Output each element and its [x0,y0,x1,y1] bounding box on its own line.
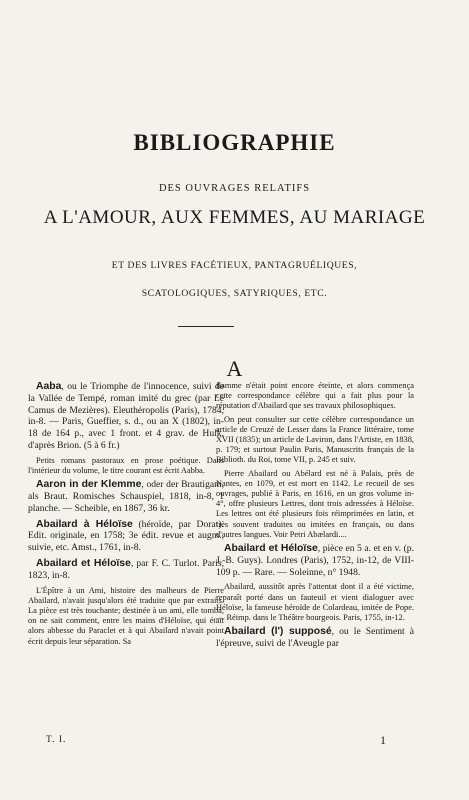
entry-aaron [28,479,224,514]
entry-abailard-heloise [28,519,224,554]
entry-body: , par F. C. Turlot. Paris, 1823, in-8. [28,557,224,581]
entry-body: , ou le Triomphe de l'innocence, suivi de la Vallée de Tempé, roman imité du grec (par Le Camus de Mezières). Eleuthéropolis (Paris), 1784, in-8. — Paris, Gueffier, s. d., ou an X (1802), in-18 de 164 p., avec 1 front. et 4 grav. de Hulk, d'après Brion. (5 à 6 fr.) [28,381,224,451]
subtitle-line-3: ET DES LIVRES FACÉTIEUX, PANTAGRUÉLIQUES, [111,260,358,271]
page-number: 1 [380,733,386,747]
subtitle-line-1: DES OUVRAGES RELATIFS [158,183,311,194]
entry-heading: Aaron in der Klemme [36,479,142,491]
entry-aaba [28,381,224,452]
entry-abailard-suppose [216,626,414,650]
entry-body: (héroïde, par Dorat). Edit. originale, en 1758; 3e édit. revue et augm., suivie, etc. Amst., 1761, in-8. [28,518,224,554]
entry-heading: Abailard à Héloïse [36,518,133,530]
subtitle-line-4: SCATOLOGIQUES, SATYRIQUES, ETC. [141,288,328,299]
section-letter: A [226,356,243,381]
note-paragraph: Pierre Abailard ou Abélard est né à Palais, près de Nantes, en 1079, et est mort en 1142. Le recueil de ses ouvrages, publié à Paris, en 1616, en un gros volume in-4°, offre plusieurs Lettres, dont trois adressées à Héloïse. Les lettres ont été plusieurs fois réimprimées en latin, et très souvent traduites ou imitées en français, ou dans d'autres langues. Voir Petri Abælardi.... [216,468,414,539]
left-column [28,381,224,650]
entry-note: L'Épître à un Ami, histoire des malheurs de Pierre Abailard, n'avait jusqu'alors été traduite que par extraits. La pièce est très touchante; destinée à un ami, elle tomba, on ne sait comment, entre les mains d'Héloïse, qui était alors abbesse du Paraclet et à qui Abailard n'avait point écrit depuis leur séparation. Sa [28,585,224,646]
right-column [216,381,414,654]
entry-body: , oder der Brautigam, als Braut. Romisches Schauspiel, 1818, in-8, 1 planche. — Scheible, en 1867, 36 kr. [28,479,224,514]
note-paragraph: On peut consulter sur cette célèbre correspondance un article de Creuzé de Lesser dans la France littéraire, tome XVII (1835); un article de Laviron, dans l'Artiste, en 1838, p. 179; et surtout Paulin Paris, Manuscrits français de la Biblioth. du Roi, tome VII, p. 245 et suiv. [216,414,414,465]
entry-note: Abailard, aussitôt après l'attentat dont il a été victime, reparaît porté dans un fauteuil et vient dialoguer avec Héloïse, la fameuse héroïde de Colardeau, imitée de Pope. — Réimp. dans le Théâtre bourgeois. Paris, 1755, in-12. [216,582,414,623]
volume-signature: T. I. [46,735,67,745]
entry-body: , ou le Sentiment à l'épreuve, suivi de l'Aveugle par [216,626,414,650]
entry-abailard-piece [216,543,414,578]
entry-heading: Abailard (l') supposé [224,626,332,638]
entry-heading: Abailard et Héloïse [36,557,131,569]
subtitle-line-2: A L'AMOUR, AUX FEMMES, AU MARIAGE [43,207,426,228]
entry-note: Petits romans pastoraux en prose poétique. Dans l'intérieur du volume, le titre courant est écrit Aabba. [28,455,224,475]
divider [178,326,234,327]
entry-body: , pièce en 5 a. et en v. (p. J.-B. Guys). Londres (Paris), 1752, in-12, de VIII-109 p. — Rare. — Soleinne, n° 1948. [216,543,414,578]
page-title: BIBLIOGRAPHIE [133,130,336,155]
entry-heading: Abailard et Héloïse [224,543,318,555]
note-continuation: flamme n'était point encore éteinte, et alors commença cette correspondance célèbre qui a fait plus pour la réputation d'Abailard que ses travaux philosophiques. [216,381,414,411]
entry-abailard-et-heloise [28,558,224,582]
entry-heading: Aaba [36,381,62,392]
